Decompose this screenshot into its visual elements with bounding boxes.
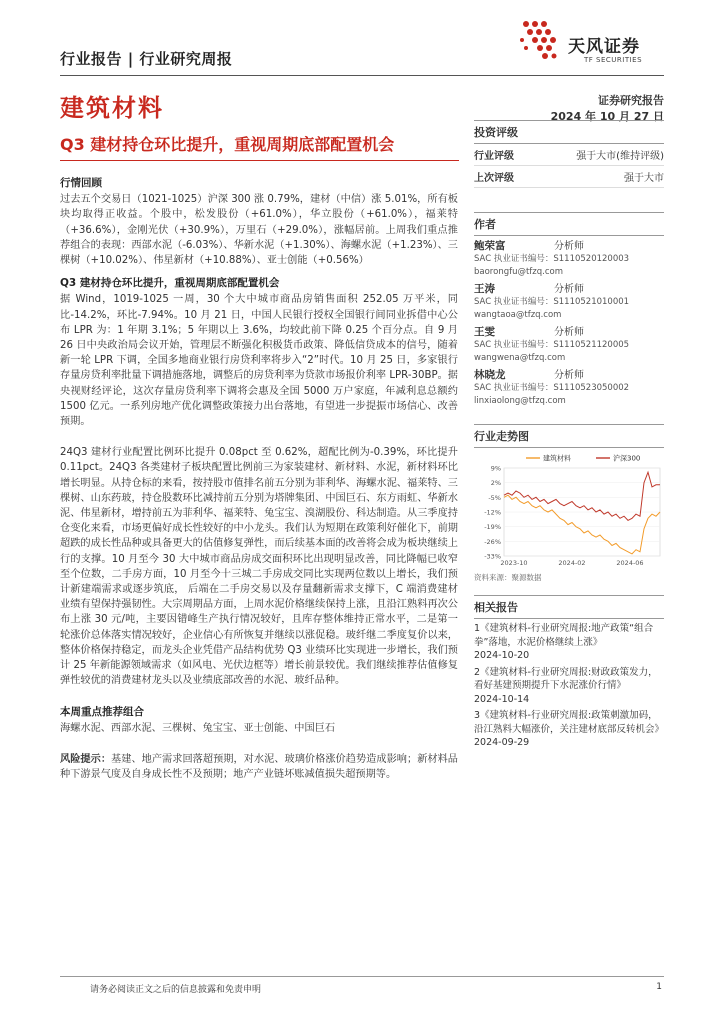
risk-label: 风险提示： xyxy=(60,753,112,765)
sector-title: 建筑材料 xyxy=(60,94,164,122)
legend-label: 沪深300 xyxy=(613,454,641,463)
author-entry xyxy=(474,240,664,279)
main-body xyxy=(60,176,458,784)
y-tick-label: -33% xyxy=(484,552,501,561)
authors-title: 作者 xyxy=(474,212,664,236)
author-name: 鲍荣富 xyxy=(474,240,506,252)
page-number: 1 xyxy=(656,982,662,992)
sidebar xyxy=(474,120,664,750)
rating-key: 上次评级 xyxy=(474,173,514,184)
trend-chart-svg xyxy=(474,452,664,570)
author-role: 分析师 xyxy=(554,241,584,252)
y-tick-label: -5% xyxy=(488,493,501,502)
y-tick-label: -26% xyxy=(484,537,501,546)
chart-title: 行业走势图 xyxy=(474,424,664,448)
author-email[interactable]: wangwena@tfzq.com xyxy=(474,353,566,363)
author-role: 分析师 xyxy=(554,370,584,381)
related-report[interactable] xyxy=(474,709,664,750)
y-tick-label: 9% xyxy=(490,464,501,473)
author-name: 王雯 xyxy=(474,326,495,338)
author-entry xyxy=(474,369,664,408)
rating-key: 行业评级 xyxy=(474,151,514,162)
chart-source: 资料来源：聚源数据 xyxy=(474,573,542,582)
related-report-text[interactable]: 2《建筑材料-行业研究周报:财政政策发力，看好基建预期提升下水泥涨价行情》 xyxy=(474,666,658,691)
footer-divider xyxy=(60,976,664,977)
report-category: 行业报告 | 行业研究周报 xyxy=(60,50,233,68)
author-sac: SAC 执业证书编号：S1110521120005 xyxy=(474,340,630,350)
related-report-text[interactable]: 3《建筑材料-行业研究周报:政策刺激加码，沿江熟料大幅涨价，关注建材底部反转机会》 xyxy=(474,710,665,735)
rating-row xyxy=(474,166,664,188)
author-sac: SAC 执业证书编号：S1110523050002 xyxy=(474,383,630,393)
author-sac: SAC 执业证书编号：S1110521010001 xyxy=(474,297,630,307)
related-title: 相关报告 xyxy=(474,595,664,619)
section-title-review: 行情回顾 xyxy=(60,177,102,189)
x-tick-label: 2024-06 xyxy=(616,559,644,567)
related-report-date: 2024-10-20 xyxy=(474,650,530,661)
legend-label: 建筑材料 xyxy=(543,454,571,463)
portfolio-paragraph: 海螺水泥、西部水泥、三棵树、兔宝宝、亚士创能、中国巨石 xyxy=(60,722,336,734)
author-entry xyxy=(474,326,664,365)
y-tick-label: -19% xyxy=(484,523,501,532)
holdings-paragraph-1: 据 Wind，1019-1025 一周，30 个大中城市商品房销售面积 252.05 万平米，同比-14.2%，环比-7.94%。10 月 21 日，中国人民银行授权全国银行间同业拆借中心公布 LPR 为：1 年期 3.1%；5 年期以上 3.6%，均较此前下降 0.25 个百分点。自 9 月 26 日中央政治局会议开始，管理层不断强化积极货币政策、降低信贷成本的信号，随着新一轮 LPR 下调，全国多地商业银行房贷利率将步入“2”时代。10 月 25 日，多家银行存量房贷利率批量下调措施落地，调整后的房贷利率为贷款市场报价利率 LPR-30BP。据央视财经评论，这次存量房贷利率下调将会惠及全国 5000 万户家庭，年减利息总额约 1500 亿元。一系列房地产优化调整政策接力出台落地，有望进一步提振市场信心、改善预期。 xyxy=(60,294,458,428)
author-email[interactable]: wangtaoa@tfzq.com xyxy=(474,310,562,320)
section-title-portfolio: 本周重点推荐组合 xyxy=(60,705,144,718)
title-divider xyxy=(60,160,459,161)
author-entry xyxy=(474,283,664,322)
author-name: 王涛 xyxy=(474,283,495,295)
rating-row xyxy=(474,144,664,166)
rating-value: 强于大市 xyxy=(624,173,664,184)
tf-logo-mark-icon xyxy=(516,14,566,66)
logo-english: TF SECURITIES xyxy=(584,56,643,64)
report-date: 2024 年 10 月 27 日 xyxy=(550,110,664,123)
related-report-text[interactable]: 1《建筑材料-行业研究周报:地产政策“组合拳”落地，水泥价格继续上涨》 xyxy=(474,623,654,648)
y-tick-label: -12% xyxy=(484,508,501,517)
x-tick-label: 2024-02 xyxy=(558,559,586,567)
related-report-date: 2024-10-14 xyxy=(474,693,530,705)
author-name: 林晓龙 xyxy=(474,369,506,381)
disclaimer: 请务必阅读正文之后的信息披露和免责申明 xyxy=(90,985,262,995)
risk-text: 基建、地产需求回落超预期，对水泥、玻璃价格涨价趋势造成影响；新材料品种下游景气度及自身成长性不及预期；地产产业链坏账减值损失超预期等。 xyxy=(60,753,458,781)
author-role: 分析师 xyxy=(554,284,584,295)
related-report[interactable] xyxy=(474,622,664,663)
section-title-holdings: Q3 建材持仓环比提升，重视周期底部配置机会 xyxy=(60,277,280,290)
logo-text: 天风证券 xyxy=(568,37,640,57)
page-title: Q3 建材持仓环比提升，重视周期底部配置机会 xyxy=(60,135,395,154)
author-email[interactable]: linxiaolong@tfzq.com xyxy=(474,396,566,406)
author-sac: SAC 执业证书编号：S1110520120003 xyxy=(474,254,630,264)
related-report-date: 2024-09-29 xyxy=(474,737,530,748)
x-tick-label: 2023-10 xyxy=(500,559,528,567)
author-email[interactable]: baorongfu@tfzq.com xyxy=(474,267,564,277)
risk-paragraph xyxy=(60,752,458,782)
rating-title: 投资评级 xyxy=(474,120,664,144)
review-paragraph: 过去五个交易日（1021-1025）沪深 300 涨 0.79%，建材（中信）涨 5.01%，所有板块均取得正收益。个股中，松发股份（+61.0%），华立股份（+61.0%），福莱特（+36.6%），金刚光伏（+30.9%），万里石（+29.0%），涨幅居前。上周我们重点推荐组合的表现：西部水泥（-6.03%）、华新水泥（+1.30%）、海螺水泥（+1.23%）、三棵树（+10.02%）、伟星新材（+10.88%）、亚士创能（+0.56%） xyxy=(60,194,458,267)
related-report[interactable] xyxy=(474,666,664,707)
author-role: 分析师 xyxy=(554,327,584,338)
header-divider xyxy=(60,75,664,76)
rating-value: 强于大市(维持评级) xyxy=(576,151,664,162)
industry-trend-chart xyxy=(474,452,664,570)
series-line-0 xyxy=(504,495,660,554)
report-type: 证券研究报告 xyxy=(598,94,664,107)
holdings-paragraph-2: 24Q3 建材行业配置比例环比提升 0.08pct 至 0.62%，超配比例为-0.39%，环比提升 0.11pct。24Q3 各类建材子板块配置比例前三为家装建材、新材料、水泥，新材料环比增长明显。从持仓标的来看，按持股市值排名前五分别为菲利华、海螺水泥、福莱特、三棵树、山东药玻，持仓股数环比减持前五分别为塔牌集团、中国巨石、东方雨虹、华新水泥、伟星新材，增持前五为菲利华、福莱特、兔宝宝、溴湖股份、科达制造。从三季度持仓变化来看，市场更偏好成长性较好的中小龙头。我们认为短期在政策利好催化下，前期超跌的成长性品种或具备更大的估值修复弹性，而后续基本面的改善将会成为板块继续上行的支撑。10 月至今 30 大中城市商品房成交面积环比出现明显改善，同比降幅已收窄至个位数，二手房方面，10 月至今十三城二手房成交同比实现两位数以上增长，我们预计新建端需求或逐步筑底， 后端在二手房交易以及存量翻新需求支撑下，C 端消费建材业绩有望保持强韧性。大宗周期品方面，上周水泥价格继续保持上涨，且沿江熟料再次公布上涨 30 元/吨，主要因错峰生产执行情况较好，且库存整体维持正常水平，二是第一轮涨价总体落实情况较好，企业信心有所恢复并继续以涨促稳。玻纤继二季度复价以来，整体价格保持稳定，而龙头企业凭借产品结构优势 Q3 业绩环比实现进一步增长，我们预计 25 年新能源领域需求（如风电、光伏边框等）增长前景较优。我们继续推荐估值修复弹性较优的消费建材龙头以及业绩底部改善的水泥、玻纤品种。 xyxy=(60,447,458,687)
y-tick-label: 2% xyxy=(490,479,501,488)
series-line-1 xyxy=(504,472,660,520)
